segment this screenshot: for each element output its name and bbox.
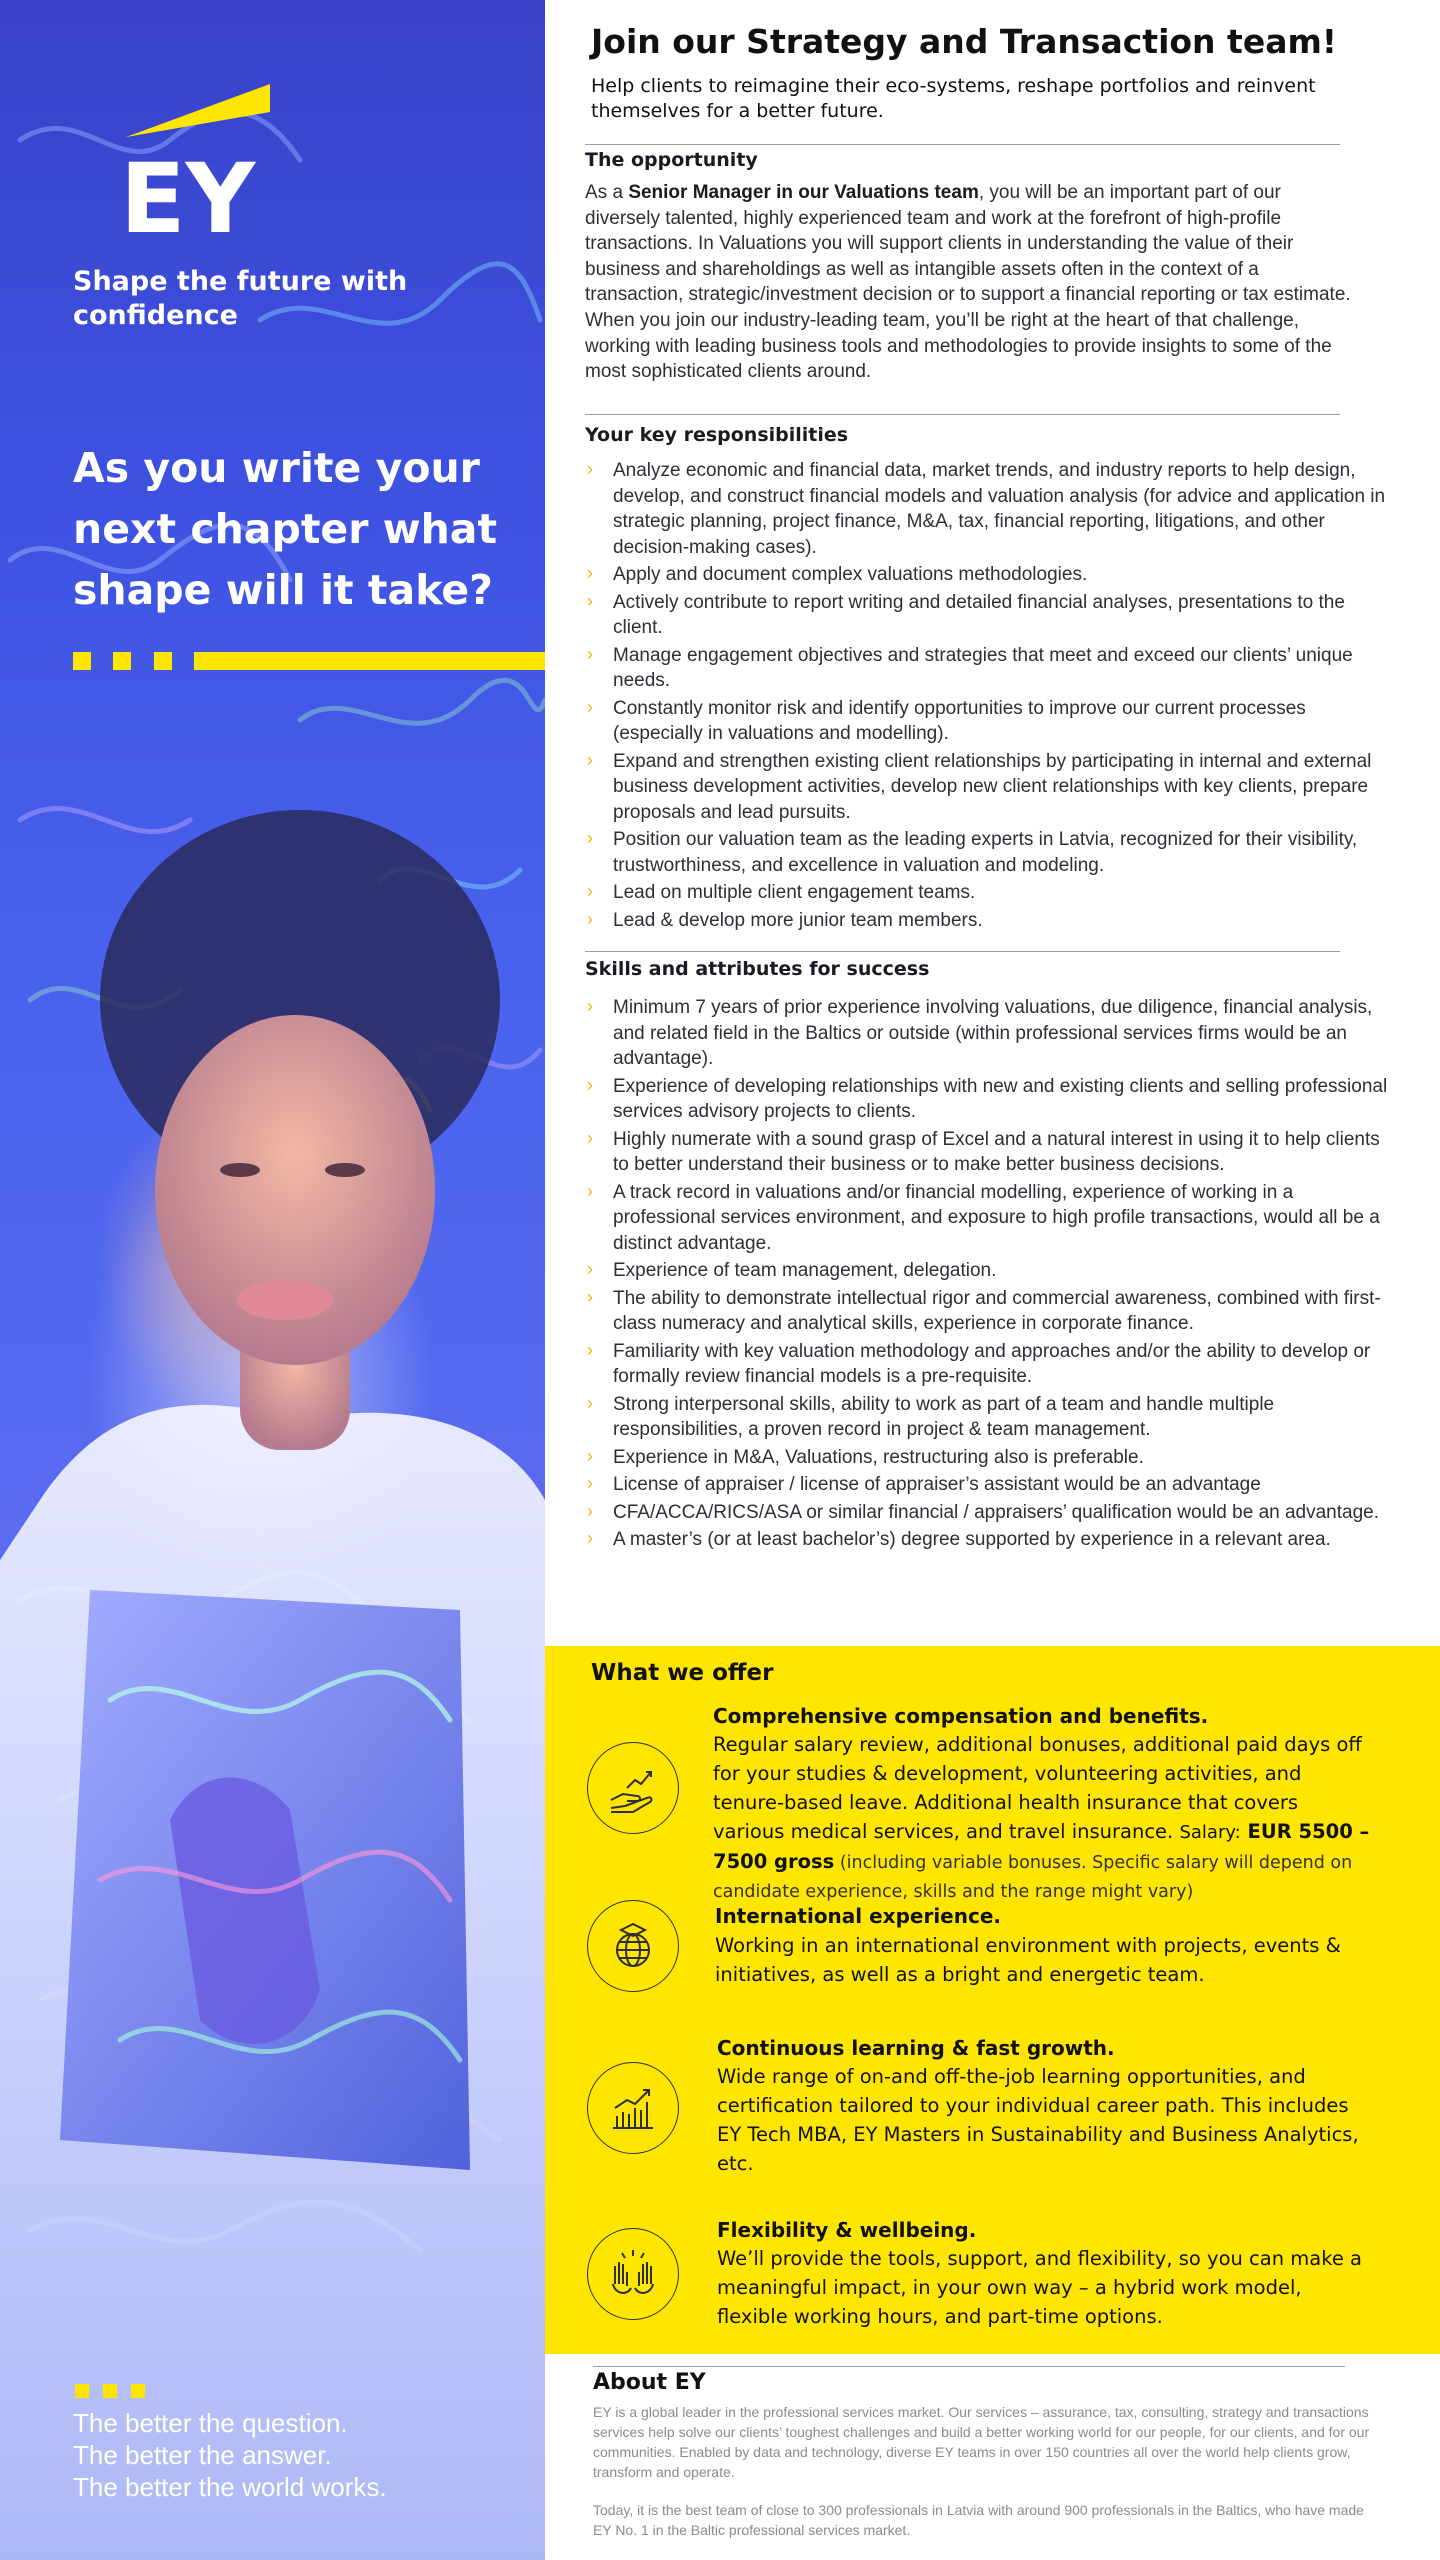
- list-item: › Lead on multiple client engagement teams.: [585, 880, 1395, 906]
- salary-note: (including variable bonuses. Specific salary will depend on candidate experience, skills and the range might vary): [713, 1853, 1353, 1902]
- divider: [585, 951, 1340, 952]
- list-item: › Constantly monitor risk and identify opportunities to improve our current processes (especially in valuations and modelling).: [585, 696, 1395, 747]
- role-name: Senior Manager in our Valuations team: [628, 182, 979, 203]
- list-item: › Analyze economic and financial data, market trends, and industry reports to help design, develop, and construct financial models and valuation analysis (for advice and application in strategic planning, project finance, M&A, tax, financial reporting, litigations, and other decision-making cases).: [585, 458, 1395, 560]
- salary-value: EUR 5500 – 7500 gross: [713, 1820, 1370, 1873]
- divider: [593, 2366, 1345, 2367]
- list-item: › Manage engagement objectives and strategies that meet and exceed our clients’ unique needs.: [585, 643, 1395, 694]
- claim-line: The better the world works.: [73, 2472, 387, 2502]
- claim-line: The better the answer.: [73, 2440, 332, 2470]
- salary-label: Salary:: [1179, 1822, 1241, 1843]
- list-item: › Lead & develop more junior team members.: [585, 908, 1395, 934]
- hand-chart-icon: [587, 1742, 679, 1834]
- list-item: › CFA/ACCA/RICS/ASA or similar financial / appraisers’ qualification would be an advantage.: [585, 1500, 1395, 1526]
- offer-item-text: We’ll provide the tools, support, and flexibility, so you can make a meaningful impact, in your own way – a hybrid work model, flexible working hours, and part-time options.: [717, 2247, 1362, 2328]
- growth-chart-icon: [587, 2062, 679, 2154]
- skills-list: [585, 995, 1395, 1555]
- list-item: › Experience of developing relationships with new and existing clients and selling professional services advisory projects to clients.: [585, 1074, 1395, 1125]
- list-item: › Highly numerate with a sound grasp of Excel and a natural interest in using it to help clients to better understand their business or to make better business decisions.: [585, 1127, 1395, 1178]
- opportunity-body: , you will be an important part of our diversely talented, highly experienced team and work at the forefront of high-profile transactions. In Valuations you will support clients in understanding the value of their business and shareholdings as well as intangible assets often in the context of a transaction, strategic/investment decision or to support a financial reporting or tax estimate. When you join our industry-leading team, you’ll be right at the heart of that challenge, working with leading business tools and methodologies to provide insights to some of the most sophisticated clients around.: [585, 182, 1351, 383]
- offer-item-title: Continuous learning & fast growth.: [717, 2036, 1115, 2060]
- globe-cap-icon: [587, 1900, 679, 1992]
- offer-item-title: Flexibility & wellbeing.: [717, 2218, 977, 2242]
- list-item: › A track record in valuations and/or financial modelling, experience of working in a professional services environment, and exposure to high profile transactions, would all be a distinct advantage.: [585, 1180, 1395, 1257]
- brand-headline: As you write your next chapter what shape will it take?: [73, 444, 498, 614]
- brand-tagline: Shape the future with confidence: [73, 266, 408, 331]
- list-item: › Position our valuation team as the leading experts in Latvia, recognized for their visibility, trustworthiness, and excellence in valuation and modeling.: [585, 827, 1395, 878]
- list-item: › The ability to demonstrate intellectual rigor and commercial awareness, combined with first-class numeracy and analytical skills, experience in corporate finance.: [585, 1286, 1395, 1337]
- offer-heading: What we offer: [591, 1660, 774, 1686]
- list-item: › Expand and strengthen existing client relationships by participating in internal and external business development activities, develop new client relationships with key clients, prepare proposals and lead pursuits.: [585, 749, 1395, 826]
- offer-item-text: Working in an international environment with projects, events & initiatives, as well as a bright and energetic team.: [715, 1934, 1341, 1986]
- section-heading-responsibilities: Your key responsibilities: [585, 424, 849, 446]
- list-item: › License of appraiser / license of appraiser’s assistant would be an advantage: [585, 1472, 1395, 1498]
- list-item: › A master’s (or at least bachelor’s) degree supported by experience in a relevant area.: [585, 1527, 1395, 1553]
- claim-line: The better the question.: [73, 2408, 348, 2438]
- list-item: › Strong interpersonal skills, ability to work as part of a team and handle multiple responsibilities, a proven record in project & team management.: [585, 1392, 1395, 1443]
- offer-section: [545, 1646, 1440, 2354]
- divider: [585, 414, 1340, 415]
- brand-visual-panel: [0, 0, 545, 2560]
- list-item: › Apply and document complex valuations methodologies.: [585, 562, 1395, 588]
- list-item: › Experience of team management, delegation.: [585, 1258, 1395, 1284]
- list-item: › Experience in M&A, Valuations, restructuring also is preferable.: [585, 1445, 1395, 1471]
- list-item: › Familiarity with key valuation methodology and approaches and/or the ability to develop or formally review financial models is a pre-requisite.: [585, 1339, 1395, 1390]
- job-description: [545, 0, 1440, 2560]
- offer-item-title: International experience.: [715, 1904, 1001, 1928]
- opportunity-intro: As a: [585, 182, 629, 203]
- divider: [585, 144, 1340, 145]
- page-title: Join our Strategy and Transaction team!: [591, 22, 1337, 61]
- offer-item-text: Wide range of on-and off-the-job learning opportunities, and certification tailored to your individual career path. This includes EY Tech MBA, EY Masters in Sustainability and Business Analytics, etc.: [717, 2065, 1359, 2175]
- about-paragraph: EY is a global leader in the professional services market. Our services – assurance, tax, consulting, strategy and transactions services help solve our clients’ toughest challenges and build a better working world for our people, for our clients, and for our communities. Enabled by data and technology, diverse EY teams in over 150 countries all over the world help clients grow, transform and operate.: [593, 2404, 1370, 2480]
- svg-text:EY: EY: [120, 143, 256, 242]
- offer-item-text: [713, 1730, 1373, 1905]
- about-heading: About EY: [593, 2370, 706, 2395]
- raised-hands-icon: [587, 2228, 679, 2320]
- list-item: › Actively contribute to report writing and detailed financial analyses, presentations to the client.: [585, 590, 1395, 641]
- offer-item-title: Comprehensive compensation and benefits.: [713, 1704, 1209, 1728]
- brand-claim: [73, 2407, 533, 2503]
- ey-logo: [120, 82, 280, 242]
- benefits-text: Regular salary review, additional bonuses, additional paid days off for your studies & development, volunteering activities, and tenure-based leave. Additional health insurance that covers various medical services, and travel insurance.: [713, 1733, 1362, 1843]
- list-item: › Minimum 7 years of prior experience involving valuations, due diligence, financial analysis, and related field in the Baltics or outside (within professional services firms would be an advantage).: [585, 995, 1395, 1072]
- section-heading-opportunity: The opportunity: [585, 149, 758, 171]
- woman-holding-tablet-photo: [0, 0, 545, 2560]
- section-heading-skills: Skills and attributes for success: [585, 958, 930, 980]
- page-subtitle: Help clients to reimagine their eco-systems, reshape portfolios and reinvent themselves for a better future.: [591, 75, 1316, 122]
- opportunity-text: [585, 180, 1355, 385]
- about-paragraph: Today, it is the best team of close to 300 professionals in Latvia with around 900 professionals in the Baltics, who have made EY No. 1 in the Baltic professional services market.: [593, 2502, 1364, 2538]
- responsibilities-list: [585, 458, 1395, 935]
